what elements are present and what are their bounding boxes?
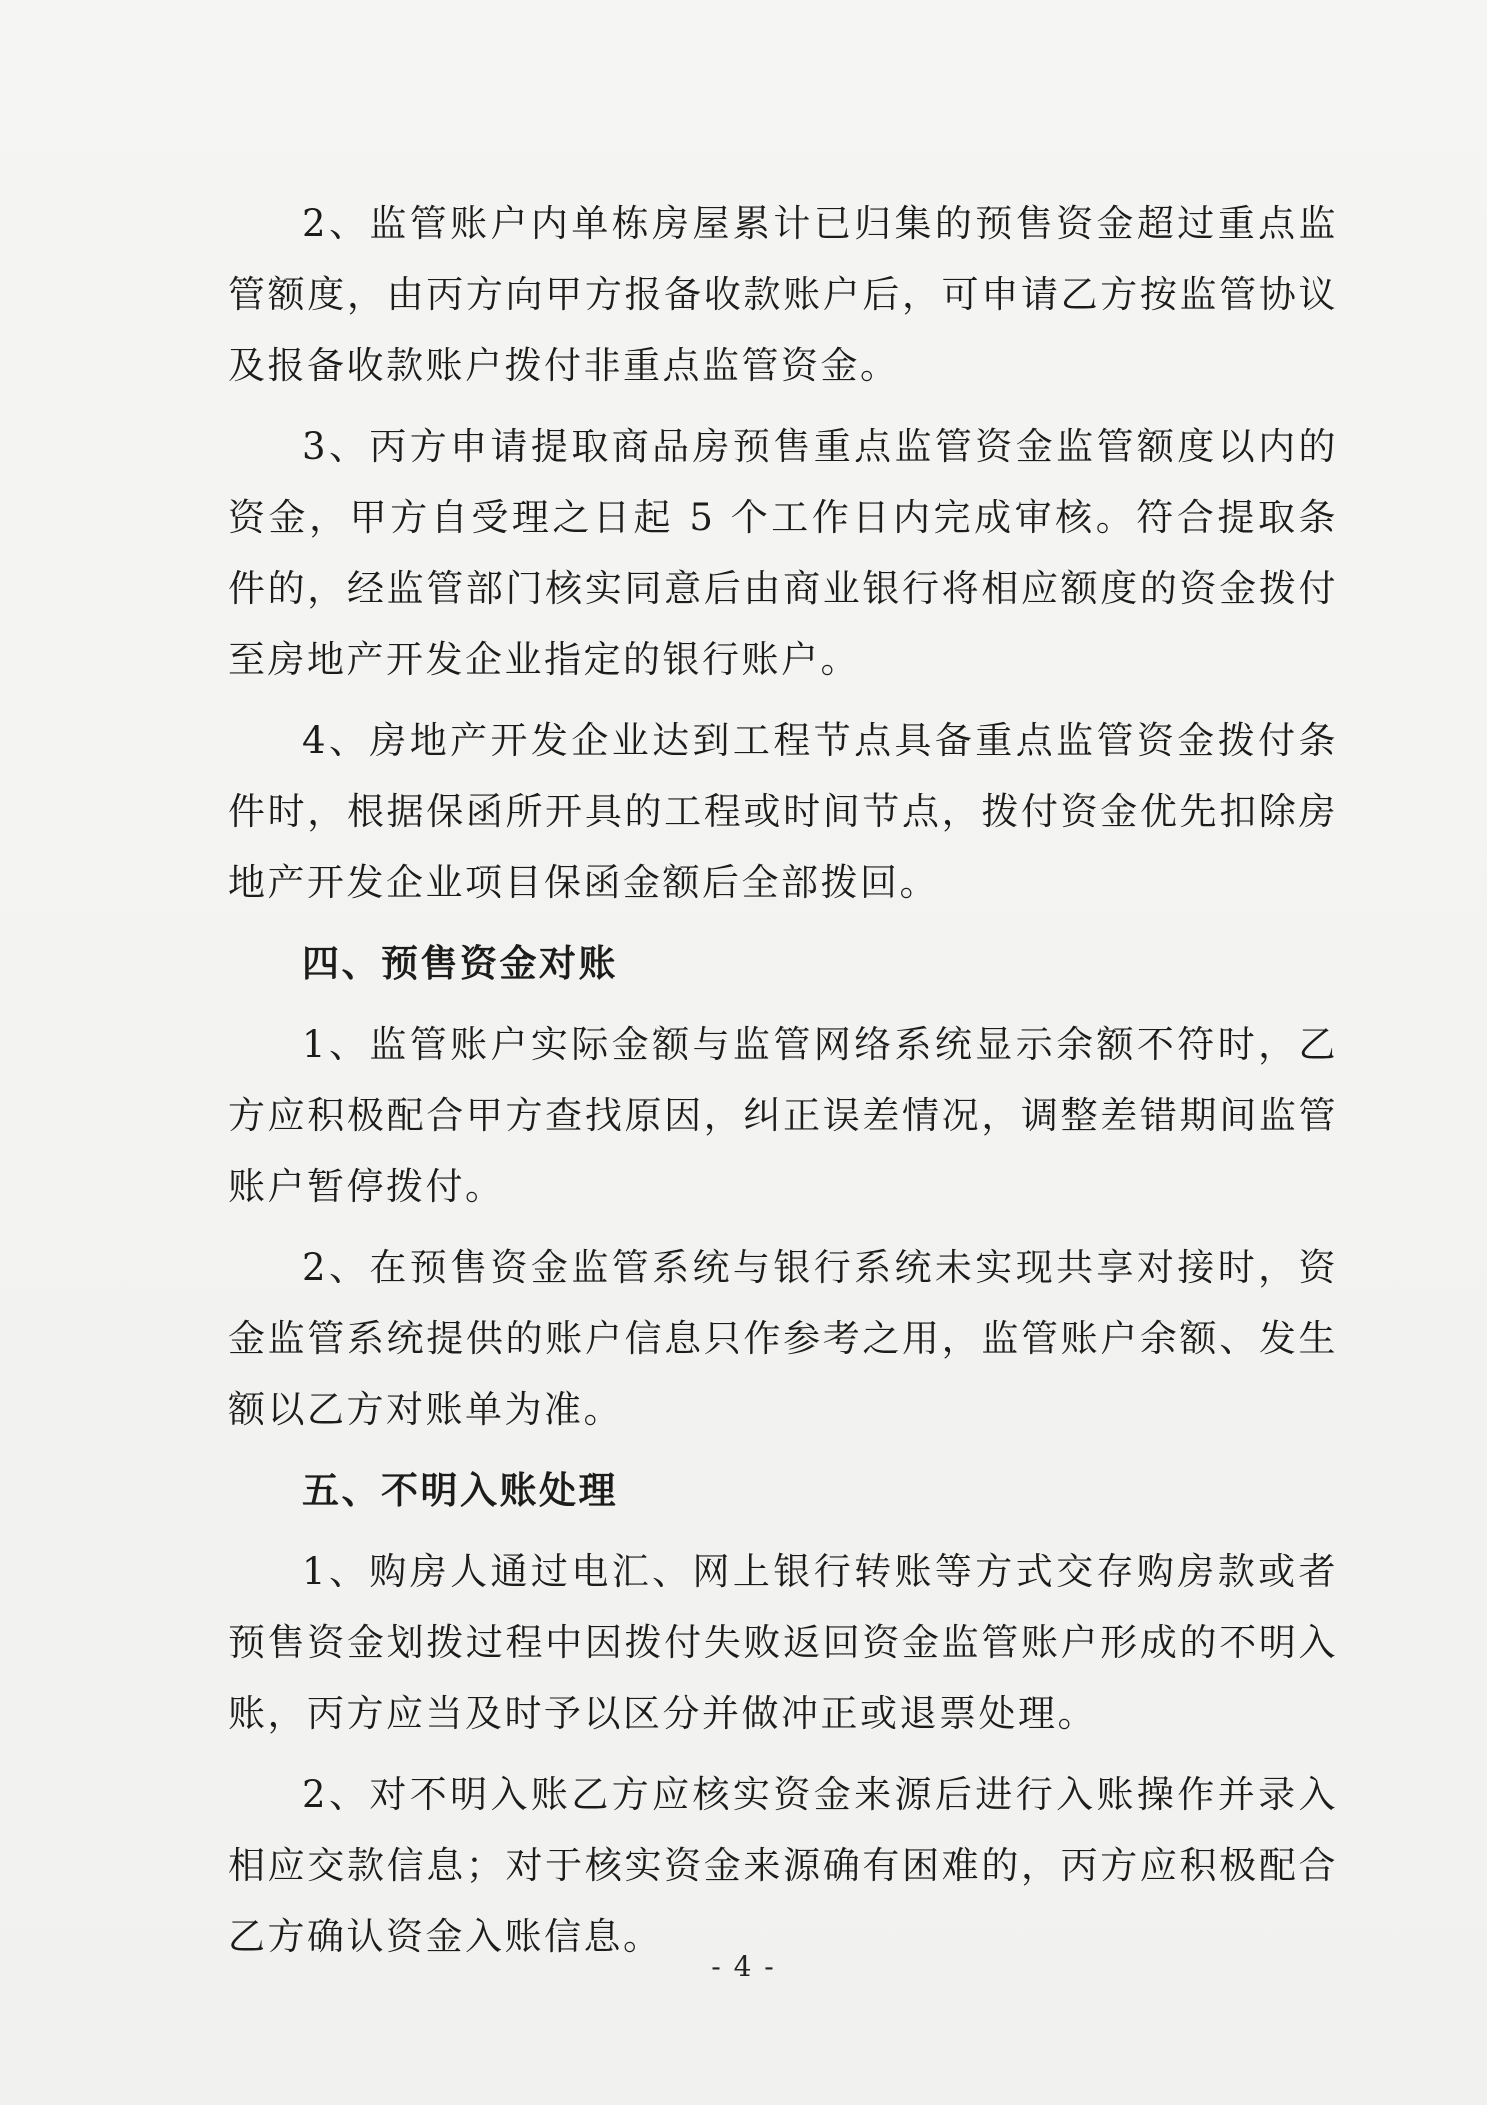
paragraph-3-3: 3、丙方申请提取商品房预售重点监管资金监管额度以内的资金，甲方自受理之日起 5 个工作日内完成审核。符合提取条件的，经监管部门核实同意后由商业银行将相应额度的资金拨付至房地产开发企业指定的银行账户。 [228,425,1338,681]
section-heading-5: 五、不明入账处理 [302,1468,618,1512]
document-body [228,188,1338,1982]
paragraph-3-2: 2、监管账户内单栋房屋累计已归集的预售资金超过重点监管额度，由丙方向甲方报备收款账户后，可申请乙方按监管协议及报备收款账户拨付非重点监管资金。 [228,202,1338,387]
paragraph-3-4: 4、房地产开发企业达到工程节点具备重点监管资金拨付条件时，根据保函所开具的工程或时间节点，拨付资金优先扣除房地产开发企业项目保函金额后全部拨回。 [228,719,1338,904]
paragraph-5-1: 1、购房人通过电汇、网上银行转账等方式交存购房款或者预售资金划拨过程中因拨付失败返回资金监管账户形成的不明入账，丙方应当及时予以区分并做冲正或退票处理。 [228,1550,1338,1735]
page-number: - 4 - [711,1950,776,1983]
paragraph-4-1: 1、监管账户实际金额与监管网络系统显示余额不符时，乙方应积极配合甲方查找原因，纠正误差情况，调整差错期间监管账户暂停拨付。 [228,1023,1338,1208]
paragraph-5-2: 2、对不明入账乙方应核实资金来源后进行入账操作并录入相应交款信息；对于核实资金来源确有困难的，丙方应积极配合乙方确认资金入账信息。 [228,1773,1338,1958]
paragraph-4-2: 2、在预售资金监管系统与银行系统未实现共享对接时，资金监管系统提供的账户信息只作参考之用，监管账户余额、发生额以乙方对账单为准。 [228,1246,1338,1431]
section-heading-4: 四、预售资金对账 [302,941,618,985]
